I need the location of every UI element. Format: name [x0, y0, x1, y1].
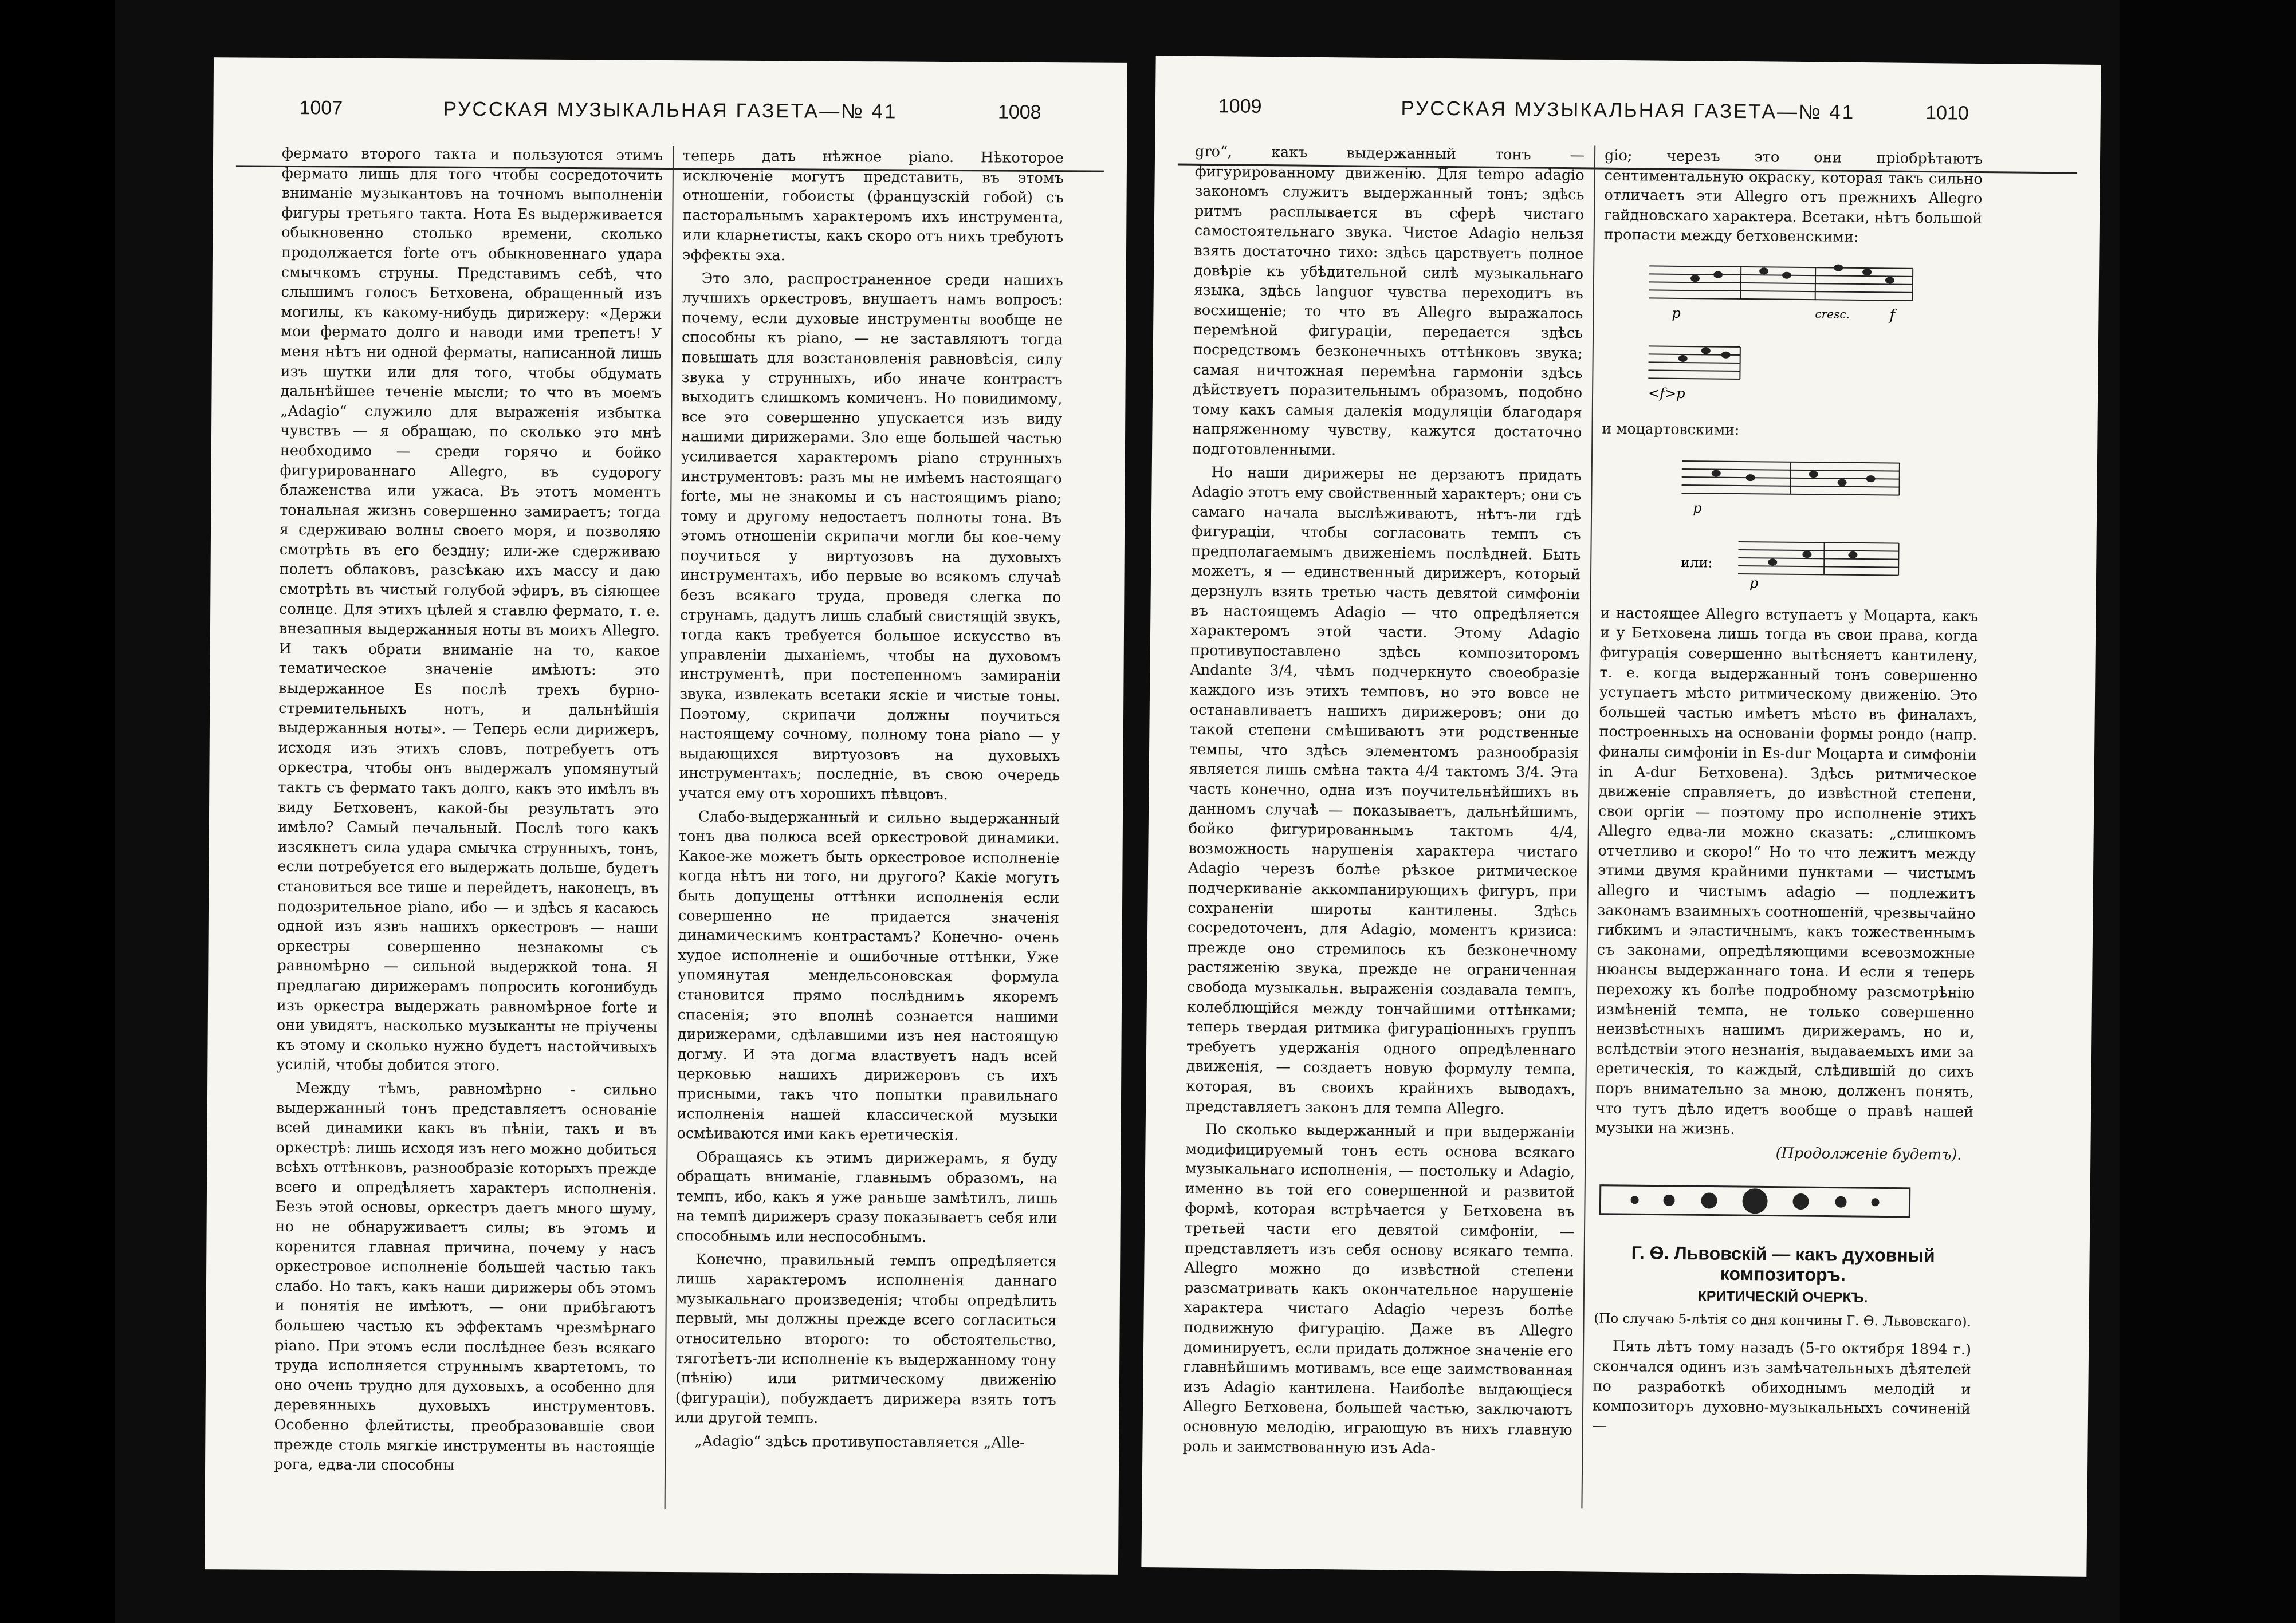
left-page — [205, 57, 1127, 1575]
paragraph: фермато второго такта и пользуются этимъ фермато лишь для того чтобы сосредоточить вниманіе музыкантовъ на точномъ выполненіи фигуры третьяго такта. Нота Es выдерживается обыкновенно столько времени, сколько продолжается forte отъ обыкновеннаго удара смычкомъ струны. Представимъ себѣ, что слышимъ голосъ Бетховена, обращенный изъ могилы, къ какому-нибудь дирижеру: «Держи мои фермато долго и наводи ими трепетъ! У меня нѣтъ ни одной ферматы, написанной лишь изъ шутки или для того, чтобы обдумать дальнѣйшее теченіе мысли; то что въ моемъ „Adagio“ служило для выраженія избытка чувствъ — я обращаю, по сколько это мнѣ необходимо — среди горячо и бойко фигурированнаго Allegro, въ судорогу блаженства или ужаса. Въ этотъ моментъ тональная жизнь совершенно замираетъ; тогда я сдерживаю волны своего моря, и позволяю смотрѣть въ его бездну; или-же сдерживаю полетъ облаковъ, разсѣкаю ихъ массу и даю смотрѣть въ чистый голубой эфиръ, въ сіяющее солнце. Для этихъ цѣлей я ставлю фермато, т. е. внезапныя выдержанныя ноты въ моихъ Allegro. И такъ обрати вниманіе на то, какое тематическое значеніе имѣютъ: это выдержанное Es послѣ трехъ бурно-стремительныхъ нотъ, и дальнѣйшія выдержанныя ноты». — Теперь если дирижеръ, исходя изъ этихъ словъ, потребуетъ отъ оркестра, чтобы онъ выдержалъ упомянутый тактъ съ фермато такъ долго, какъ это имѣлъ въ виду Бетховенъ, какой-бы результатъ это имѣло? Самый печальный. Послѣ того какъ изсякнетъ сила удара смычка струнныхъ, тонъ, если потребуется его выдержать дольше, будетъ становиться все тише и перейдетъ, наконецъ, въ подозрительное piano, ибо — и здѣсь я касаюсь одной изъ язвъ нашихъ оркестровъ — наши оркестры совершенно незнакомы съ равномѣрно — сильной выдержкой тона. Я предлагаю дирижерамъ попросить когонибудь изъ оркестра выдержать равномѣрное forte и они увидятъ, насколько музыканты не пріучены къ этому и сколько нужно будетъ настойчивыхъ усилій, чтобы добится этого. — [276, 144, 663, 1075]
left-header-title: РУССКАЯ МУЗЫКАЛЬНАЯ ГАЗЕТА—№ 41 — [443, 97, 898, 123]
right-header-title: РУССКАЯ МУЗЫКАЛЬНАЯ ГАЗЕТА—№ 41 — [1401, 97, 1855, 124]
paragraph: Слабо-выдержанный и сильно выдержанный тонъ два полюса всей оркестровой динамики. Какое-же можетъ быть оркестровое исполненіе когда нѣтъ ни того, ни другого? Какіе могутъ быть допущены оттѣнки исполненія если совершенно не придается значенія динамическимъ контрастамъ? Конечно- очень худое исполненіе и ошибочные оттѣнки, Уже упомянутая мендельсоновская формула становится прямо послѣднимъ якоремъ спасенія; это вполнѣ сознается нашими дирижерами, сдѣлавшими изъ нея настоящую догму. И эта догма властвуетъ надъ всей церковью нашихъ дирижеровъ съ ихъ присными, такъ что попытки правильнаго исполненія нашей классической музыки осмѣиваются ими какъ еретическія. — [677, 807, 1060, 1144]
dynamic-mark-p: p — [1693, 500, 1702, 517]
paragraph: По сколько выдержанный и при выдержаніи модифицируемый тонъ есть основа всякаго музыкальнаго исполненія, — постольку и Adagio, именно въ той его совершенной и развитой формѣ, которая встрѣчается у Бетховена въ третьей части его девятой симфоніи, — представляетъ изъ себя основу всякаго темпа. Allegro можно до извѣстной степени разсматривать какъ окончательное нарушеніе характера чистаго Adagio черезъ болѣе подвижную фигурацію. Даже въ Allegro доминируетъ, если придать должное значеніе его главнѣйшимъ мотивамъ, все еще заимствованная изъ Adagio кантилена. Наиболѣе выдающіеся Allegro Бетховена, большей частью, заключаютъ основную мелодію, играющую въ нихъ главную роль и заимствованную изъ Ada- — [1182, 1121, 1575, 1457]
right-page-header — [1155, 94, 2101, 144]
dynamic-mark-cresc: cresc. — [1815, 307, 1850, 321]
dynamic-mark-p: p — [1672, 305, 1681, 321]
or-label: или: — [1681, 554, 1713, 571]
dynamic-mark-p: p — [1749, 575, 1759, 592]
paragraph: Пять лѣтъ тому назадъ (5-го октября 1894 г.) скончался одинъ изъ замѣчательныхъ дѣятелей по разработкѣ обиходнымъ мелодій и композиторъ духовно-музыкальныхъ сочиненій— — [1592, 1338, 1972, 1435]
paragraph: Но наши дирижеры не дерзаютъ придать Adagio этотъ ему свойственный характеръ; они съ самаго начала выслѣживаютъ, нѣтъ-ли гдѣ фигураціи, чтобы согласовать темпъ съ предполагаемымъ движеніемъ послѣдней. Быть можетъ, я — единственный дирижеръ, который дерзнулъ взять третью часть девятой симфоніи въ настоящемъ Adagio — что опредѣляется характеромъ этой части. Этому Adagio противупоставлено здѣсь композиторомъ Andante 3/4, чѣмъ подчеркнуто своеобразіе каждого изъ этихъ темповъ, но это вовсе не останавливаетъ нашихъ дирижеровъ; они до такой степени смѣшиваютъ эти родственные темпы, что здѣсь элементомъ разнообразія является лишь смѣна такта 4/4 тактомъ 3/4. Эта часть конечно, одна изъ поучительнѣйшихъ въ данномъ случаѣ — показываетъ, дальнѣйшимъ, бойко фигурированнымъ тактомъ 4/4, возможность нарушенія характера чистаго Adagio черезъ болѣе рѣзкое ритмическое подчеркиваніе аккомпанирующихъ фигуръ, при сохраненіи широты кантилены. Здѣсь сосредоточенъ, для Adagio, моментъ кризиса: прежде оно стремилось къ безконечному растяженію звука, прежде не ограниченная свобода музыкальн. выраженія создавала темпъ, колеблющійся между тончайшими оттѣнками; теперь твердая ритмика фигураціонныхъ группъ требуетъ удержанія одного опредѣленнаго движенія, — создаетъ новую формулу темпа, которая, въ своихъ крайнихъ выводахъ, представляетъ законъ для темпа Allegro. — [1185, 463, 1582, 1118]
left-edge — [0, 0, 115, 1623]
right-column-1 — [1182, 142, 1585, 1531]
article-subtitle: КРИТИЧЕСКІЙ ОЧЕРКЪ. — [1697, 1288, 1868, 1306]
music-example-beethoven — [1625, 254, 1924, 406]
paragraph: gio; черезъ это они пріобрѣтаютъ сентиментальную окраску, которая такъ сильно отличаетъ эти Allegro отъ прежнихъ Allegro гайдновскаго характера. Всетаки, нѣтъ большой пропасти между бетховенскими: — [1603, 147, 1983, 246]
dynamic-mark-f: f — [1889, 306, 1896, 324]
mozart-label: и моцартовскими: — [1602, 420, 1740, 438]
article-title: Г. Ѳ. Львовскій — какъ духовный композиторъ. — [1631, 1242, 1935, 1285]
paragraph: Это зло, распространенное среди нашихъ лучшихъ оркестровъ, внушаетъ намъ вопросъ: почему, если духовые инструменты вообще не способны къ piano, — не заставляютъ тогда повышать для возстановленія равновѣсія, силу звука у струнныхъ, ибо иначе контрастъ выходитъ слишкомъ комиченъ. Но повидимому, все это совершенно упускается изъ виду нашими дирижерами. Зло еще большей частью усиливается характеромъ piano струнныхъ инструментовъ: разъ мы не имѣемъ настоящаго forte, мы не знакомы и съ настоящимъ piano; тому и другому недостаетъ полноты тона. Въ этомъ отношеніи скрипачи могли бы кое-чему поучиться у виртуозовъ на духовыхъ инструментахъ, ибо первые во всякомъ случаѣ безъ всякаго труда, проведя слегка по струнамъ, дадутъ лишь слабый свистящій звукъ, тогда какъ требуется большое искусство въ управленіи дыханіемъ, чтобы на духовомъ инструментѣ, при постепенномъ замираніи звука, извлекать всетаки яскіе и чистые тоны. Поэтому, скрипачи должны поучиться настоящему сочному, полному тона piano — у выдающихся виртуозовъ на духовыхъ инструментахъ; последніе, въ свою очередь учатся ему отъ хорошихъ пѣвцовъ. — [679, 269, 1063, 804]
right-page — [1141, 56, 2101, 1577]
paragraph: и настоящее Allegro вступаетъ у Моцарта, какъ и у Бетховена лишь тогда въ свои права, когда фигурація совершенно вытѣсняетъ кантилену, т. е. когда выдержанный тонъ совершенно уступаетъ мѣсто ритмическому движенію. Это большей частью имѣетъ мѣсто въ финалахъ, построенныхъ на основаніи формы рондо (напр. финалы симфоніи in Es-dur Моцарта и симфоніи in A-dur Бетховена). Здѣсь ритмическое движеніе справляетъ, до извѣстной степени, свои оргіи — поэтому про исполненіе этихъ Allegro едва-ли можно сказать: „слишкомъ отчетливо и скоро!“ Но то что лежитъ между этими двумя крайними пунктами — чистымъ allegro и чистымъ adagio — подлежитъ законамъ взаимныхъ соотношеній, чрезвычайно гибкимъ и эластичнымъ, какъ тожественнымъ съ законами, опредѣляющими всевозможные нюансы выдержаннаго тона. И если я теперь перехожу къ болѣе подробному разсмотрѣнію измѣненій темпа, не только совершенно неизвѣстныхъ нашимъ дирижерамъ, но и, вслѣдствіи этого незнанія, выдаваемыхъ ими за еретическія, то каждый, слѣдившій до сихъ поръ внимательно за мною, долженъ понять, что тутъ дѣло идетъ вообще о правѣ нашей музыки на жизнь. — [1595, 604, 1979, 1139]
paragraph: Конечно, правильный темпъ опредѣляется лишь характеромъ исполненія даннаго музыкальнаго произведенія; чтобы опредѣлить первый, мы должны прежде всего согласиться относительно второго: то обстоятельство, тяготѣетъ-ли исполненіе къ выдержанному тону (пѣнію) или ритмическому движенію (фигураціи), побуждаетъ дирижера взять тотъ или другой темпъ. — [675, 1250, 1057, 1428]
right-column-2 — [1591, 146, 1983, 1535]
paragraph: Обращаясь къ этимъ дирижерамъ, я буду обращать вниманіе, главнымъ образомъ, на темпъ, ибо, какъ я уже раньше замѣтилъ, лишь на темпѣ дирижеръ сразу показываетъ себя или способнымъ или неспособнымъ. — [676, 1148, 1058, 1246]
paragraph: Между тѣмъ, равномѣрно - сильно выдержанный тонъ представляетъ основаніе всей динамики какъ въ пѣніи, такъ и въ оркестрѣ: лишь исходя изъ него можно добиться всѣхъ оттѣнковъ, разнообразіе которыхъ прежде всего и опредѣляетъ характеръ исполненія. Безъ этой основы, оркестръ даетъ много шуму, но не обнаруживаетъ силы; въ этомъ и коренится главная причина, почему у насъ оркестровое исполненіе большей частью такъ слабо. Но такъ, какъ наши дирижеры объ этомъ и понятія не имѣютъ, — они прибѣгаютъ большею частью къ эффектамъ чрезмѣрнаго piano. При этомъ если послѣднее безъ всякаго труда исполняется струннымъ квартетомъ, то оно очень трудно для духовыхъ, а особенно для деревянныхъ духовыхъ инструментовъ. Особенно флейтисты, преобразовавшіе свои прежде столь мягкіе инструменты въ настоящіе рога, едва-ли способны — [273, 1079, 658, 1474]
page-number-1008: 1008 — [997, 101, 1041, 123]
column-divider — [665, 146, 674, 1509]
left-column-1 — [273, 144, 663, 1532]
page-number-1009: 1009 — [1218, 95, 1262, 117]
page-number-1007: 1007 — [299, 97, 343, 119]
music-example-mozart — [1669, 450, 1911, 595]
right-edge — [2120, 0, 2296, 1623]
paragraph: gro“, какъ выдержанный тонъ — фигурированному движенію. Для tempo adagio закономъ служитъ выдержанный тонъ; здѣсь ритмъ расплывается въ сферѣ чистаго самостоятельнаго звука. Чистое Adagio нельзя взять достаточно тихо: здѣсь царствуетъ полное довѣріе къ убѣдительной силѣ музыкальнаго языка, здѣсь languor чувства переходитъ въ восхищеніе; то что въ Allegro выражалось перемѣной фигураціи, передается здѣсь посредствомъ безконечныхъ оттѣнковъ звука; самая ничтожная перемѣна гармоніи здѣсь дѣйствуетъ поразительнымъ образомъ, подобно тому какъ самыя далекія модуляціи благодаря напряженному чувству, кажутся достаточно подготовленными. — [1192, 143, 1585, 459]
article-note: (По случаю 5-лѣтія со дня кончины Г. Ѳ. Львовскаго). — [1594, 1311, 1971, 1330]
page-number-1010: 1010 — [1925, 102, 1969, 124]
ornament-divider — [1594, 1174, 1916, 1228]
paragraph: теперь дать нѣжное piano. Нѣкоторое исключеніе могутъ представить, въ этомъ отношеніи, гобоисты (французскій гобой) съ пасторальнымъ характеромъ ихъ инструмента, или кларнетисты, какъ скоро отъ нихъ требуютъ эффекты эха. — [682, 147, 1064, 265]
paragraph: „Adagio“ здѣсь противупоставляется „Alle- — [694, 1432, 1025, 1452]
continued-note: (Продолженіе будетъ). — [1775, 1144, 1962, 1164]
left-column-2 — [674, 146, 1064, 1534]
left-page-header — [213, 96, 1127, 142]
dynamic-mark-fp: <f>p — [1648, 385, 1685, 402]
